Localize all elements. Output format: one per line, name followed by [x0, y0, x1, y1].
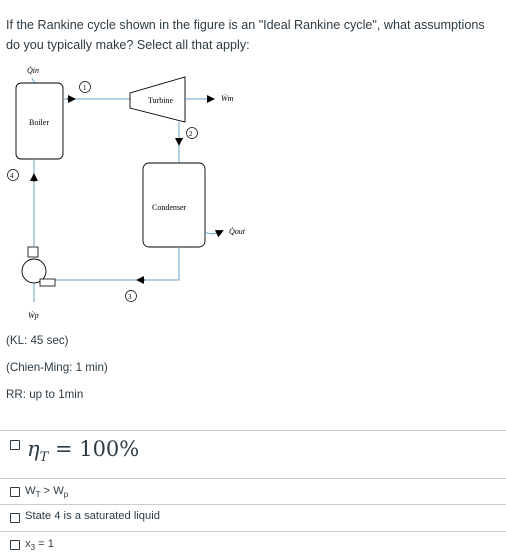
rankine-cycle-diagram [0, 62, 506, 342]
option-4-value: = 1 [35, 538, 55, 550]
note-rr: RR: up to 1min [6, 388, 84, 401]
w-t-label: Ẇт [221, 94, 234, 103]
heat-out-arrow [205, 231, 222, 234]
state-1-label: 1 [83, 84, 87, 92]
condenser-label: Condenser [152, 203, 187, 212]
option-2-label [25, 485, 68, 499]
state-3-label: 3 [128, 293, 132, 301]
q-in-label: Q̇in [27, 66, 39, 75]
w-p-subscript: p [63, 490, 69, 500]
option-1-checkbox[interactable] [10, 440, 20, 450]
option-3-checkbox[interactable] [10, 513, 20, 523]
option-4-label [25, 538, 54, 552]
divider [0, 531, 506, 532]
state-2-label: 2 [189, 130, 193, 138]
option-2-checkbox[interactable] [10, 487, 20, 497]
state-4-label: 4 [10, 172, 14, 180]
divider [0, 430, 506, 431]
boiler-label: Boiler [29, 118, 49, 127]
question-text: If the Rankine cycle shown in the figure is an "Ideal Rankine cycle", what assumptions do you typically make? Select all that apply: [6, 18, 485, 52]
option-3-label: State 4 is a saturated liquid [25, 510, 160, 522]
option-4-checkbox[interactable] [10, 540, 20, 550]
divider [0, 504, 506, 505]
divider [0, 478, 506, 479]
x-symbol: x [25, 538, 31, 550]
eta-subscript: T [39, 450, 49, 466]
w-t-subscript: T [35, 490, 41, 500]
option-1-value: = 100% [48, 437, 140, 461]
eta-symbol: η [27, 437, 40, 461]
q-out-label: Q̇out [229, 227, 245, 236]
x-subscript: 3 [30, 543, 36, 553]
option-2-compare: > W [40, 485, 64, 497]
option-1-label [27, 437, 139, 465]
note-kl: (KL: 45 sec) [6, 334, 69, 347]
note-chien-ming: (Chien-Ming: 1 min) [6, 361, 108, 374]
turbine-label: Turbine [148, 96, 174, 105]
w-symbol: W [25, 485, 36, 497]
w-p-label: Ẇp [28, 311, 39, 320]
